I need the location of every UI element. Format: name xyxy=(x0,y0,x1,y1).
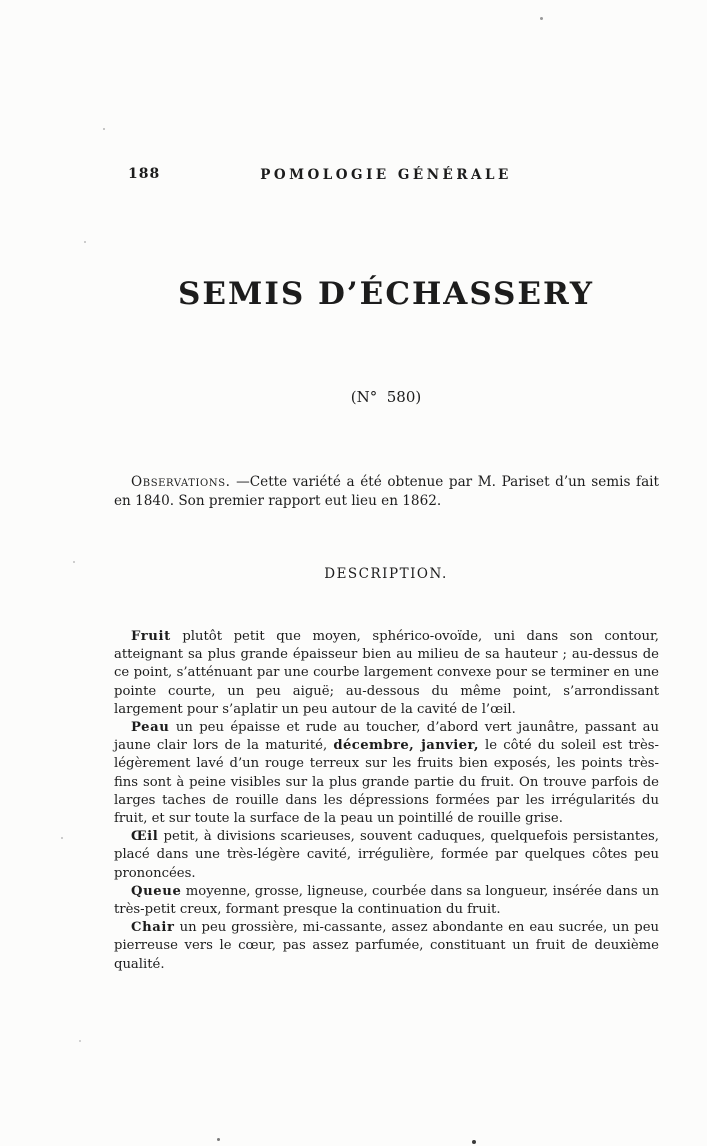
scan-speck xyxy=(79,1040,81,1042)
paragraph-peau-body-pre: un peu épaisse et rude au toucher, d’abord vert jaunâtre, passant au jaune clair lors de la maturité, xyxy=(114,720,659,754)
scan-speck xyxy=(84,241,86,243)
observations-lead: Observations. xyxy=(131,474,231,490)
paragraph-fruit xyxy=(114,628,659,719)
page-number: 188 xyxy=(128,166,161,182)
paragraph-oeil xyxy=(114,828,659,883)
paragraph-queue-lead: Queue xyxy=(131,883,182,899)
running-header: POMOLOGIE GÉNÉRALE xyxy=(260,167,512,183)
paragraph-fruit-body: plutôt petit que moyen, sphérico-ovoïde, uni dans son contour, atteignant sa plus grande épaisseur bien au milieu de sa hauteur ; au-dessus de ce point, s’atténuant par une courbe largement convexe pour se terminer en une pointe courte, un peu aiguë; au-dessous du même point, s’arrondissant largement pour s’aplatir un peu autour de la cavité de l’œil. xyxy=(114,629,659,717)
section-heading-description: DESCRIPTION. xyxy=(324,566,448,582)
scan-speck xyxy=(217,1138,220,1141)
paragraph-peau xyxy=(114,719,659,828)
scan-speck xyxy=(61,837,63,839)
scan-speck xyxy=(472,1140,476,1144)
observations-paragraph xyxy=(114,473,659,510)
paragraph-peau-body-post: le côté du soleil est très-légèrement lavé d’un rouge terreux sur les fruits bien exposés, les points très-fins sont à peine visibles sur la plus grande partie du fruit. On trouve parfois de larges taches de rouille dans les dépressions formées par les irrégularités du fruit, et sur toute la surface de la peau un pointillé de rouille grise. xyxy=(114,738,659,827)
paragraph-fruit-lead: Fruit xyxy=(131,629,171,644)
paragraph-peau-bold-dates: décembre, janvier, xyxy=(333,738,479,754)
paragraph-queue xyxy=(114,883,659,919)
paragraph-oeil-body: petit, à divisions scarieuses, souvent caduques, quelquefois persistantes, placé dans une très-légère cavité, irrégulière, formée par quelques côtes peu prononcées. xyxy=(114,829,659,881)
paragraph-oeil-lead: Œil xyxy=(131,829,159,845)
scan-speck xyxy=(73,561,75,563)
series-number: (N° 580) xyxy=(350,388,422,406)
paragraph-peau-lead: Peau xyxy=(131,720,170,736)
page-title: SEMIS D’ÉCHASSERY xyxy=(178,276,594,312)
description-body xyxy=(114,628,659,974)
paragraph-chair xyxy=(114,919,659,974)
paragraph-chair-lead: Chair xyxy=(131,920,175,936)
scan-speck xyxy=(540,17,543,20)
paragraph-chair-body: un peu grossière, mi-cassante, assez abondante en eau sucrée, un peu pierreuse vers le cœur, pas assez parfumée, constituant un fruit de deuxième qualité. xyxy=(114,920,659,972)
paragraph-queue-body: moyenne, grosse, ligneuse, courbée dans sa longueur, insérée dans un très-petit creux, formant presque la continuation du fruit. xyxy=(114,883,659,918)
observations-text: —Cette variété a été obtenue par M. Pariset d’un semis fait en 1840. Son premier rapport eut lieu en 1862. xyxy=(114,474,659,509)
scan-speck xyxy=(103,128,105,130)
